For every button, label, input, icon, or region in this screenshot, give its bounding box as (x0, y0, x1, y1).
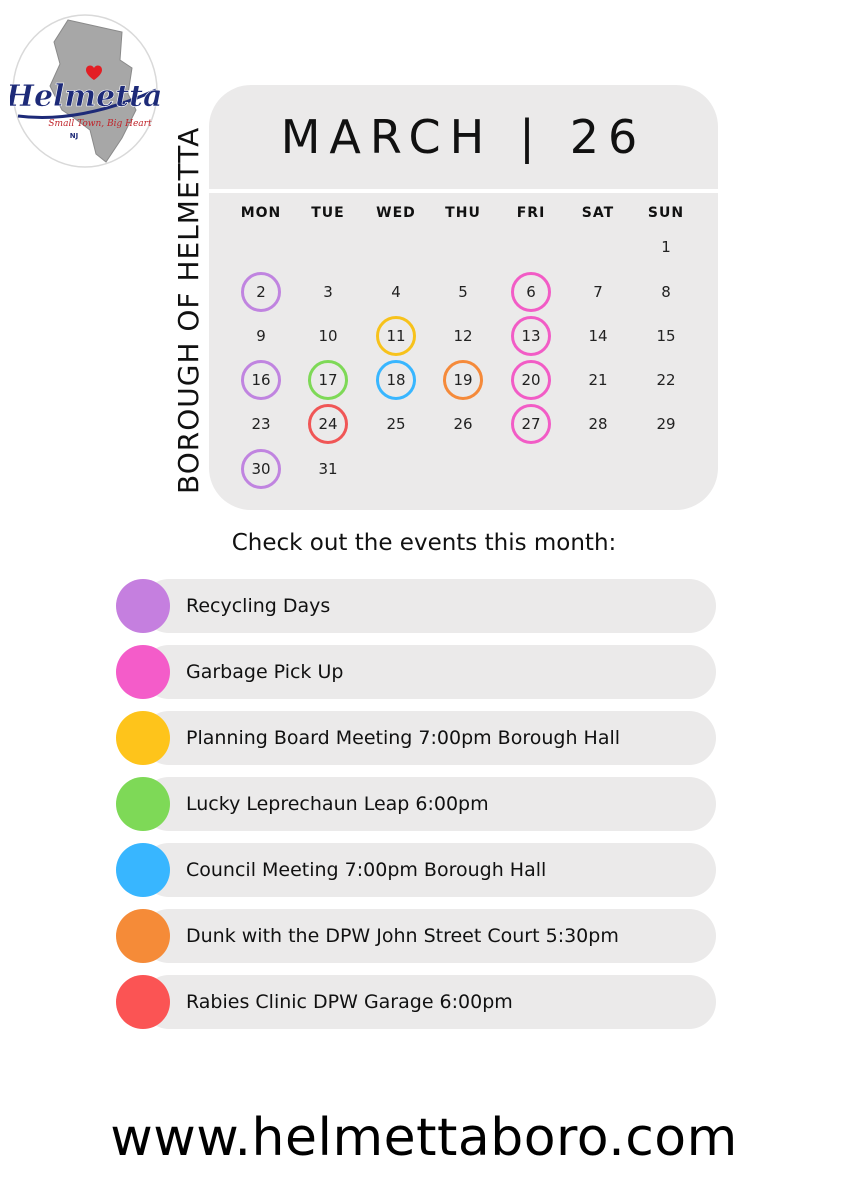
weekday-sun: SUN (647, 205, 685, 221)
event-legend-item (116, 645, 716, 699)
event-color-dot-icon (116, 843, 170, 897)
calendar-day-11: 11 (376, 316, 416, 356)
calendar-day-9: 9 (256, 327, 266, 345)
logo-state: NJ (69, 132, 79, 140)
event-legend-item (116, 579, 716, 633)
calendar-year: 26 (569, 110, 647, 164)
calendar-day-13: 13 (511, 316, 551, 356)
weekday-thu: THU (445, 205, 481, 221)
event-legend-item (116, 909, 716, 963)
event-legend-item (116, 975, 716, 1029)
event-label: Recycling Days (186, 595, 331, 617)
calendar-title-separator: | (519, 110, 544, 164)
calendar-card (209, 85, 718, 510)
calendar-day-30: 30 (241, 449, 281, 489)
calendar-month: MARCH (280, 110, 494, 164)
event-label: Council Meeting 7:00pm Borough Hall (186, 859, 547, 881)
calendar-day-29: 29 (656, 415, 676, 433)
calendar-divider (209, 189, 718, 193)
event-legend-item (116, 711, 716, 765)
calendar-day-28: 28 (588, 415, 608, 433)
logo-name: Helmetta (10, 79, 160, 114)
calendar-day-6: 6 (511, 272, 551, 312)
calendar-day-31: 31 (318, 460, 338, 478)
event-color-dot-icon (116, 975, 170, 1029)
calendar-day-17: 17 (308, 360, 348, 400)
website-url[interactable]: www.helmettaboro.com (110, 1108, 738, 1168)
event-label: Dunk with the DPW John Street Court 5:30pm (186, 925, 619, 947)
helmetta-seal-icon (10, 12, 160, 170)
event-label: Lucky Leprechaun Leap 6:00pm (186, 793, 489, 815)
logo-tagline: Small Town, Big Heart (48, 119, 152, 129)
calendar-day-2: 2 (241, 272, 281, 312)
weekday-tue: TUE (311, 205, 345, 221)
event-label: Rabies Clinic DPW Garage 6:00pm (186, 991, 513, 1013)
calendar-day-23: 23 (251, 415, 271, 433)
calendar-day-16: 16 (241, 360, 281, 400)
event-legend-item (116, 777, 716, 831)
calendar-day-1: 1 (661, 238, 671, 256)
calendar-day-22: 22 (656, 371, 676, 389)
calendar-day-3: 3 (323, 283, 333, 301)
calendar-day-18: 18 (376, 360, 416, 400)
event-legend-item (116, 843, 716, 897)
weekday-sat: SAT (581, 205, 615, 221)
event-color-dot-icon (116, 711, 170, 765)
calendar-day-5: 5 (458, 283, 468, 301)
event-label: Garbage Pick Up (186, 661, 344, 683)
calendar-day-26: 26 (453, 415, 473, 433)
event-label: Planning Board Meeting 7:00pm Borough Hall (186, 727, 621, 749)
event-color-dot-icon (116, 777, 170, 831)
event-color-dot-icon (116, 909, 170, 963)
calendar-day-27: 27 (511, 404, 551, 444)
calendar-day-10: 10 (318, 327, 338, 345)
event-color-dot-icon (116, 645, 170, 699)
calendar-day-4: 4 (391, 283, 401, 301)
weekday-mon: MON (240, 205, 282, 221)
helmetta-logo (10, 12, 160, 170)
borough-side-label: BOROUGH OF HELMETTA (172, 126, 205, 494)
calendar-day-8: 8 (661, 283, 671, 301)
calendar-day-15: 15 (656, 327, 676, 345)
calendar-day-21: 21 (588, 371, 608, 389)
calendar-day-20: 20 (511, 360, 551, 400)
calendar-title (209, 85, 718, 189)
event-color-dot-icon (116, 579, 170, 633)
weekday-wed: WED (376, 205, 416, 221)
weekday-fri: FRI (516, 205, 546, 221)
calendar-day-14: 14 (588, 327, 608, 345)
calendar-day-19: 19 (443, 360, 483, 400)
calendar-day-12: 12 (453, 327, 473, 345)
calendar-day-7: 7 (593, 283, 603, 301)
calendar-day-25: 25 (386, 415, 406, 433)
events-heading: Check out the events this month: (231, 530, 617, 556)
calendar-day-24: 24 (308, 404, 348, 444)
